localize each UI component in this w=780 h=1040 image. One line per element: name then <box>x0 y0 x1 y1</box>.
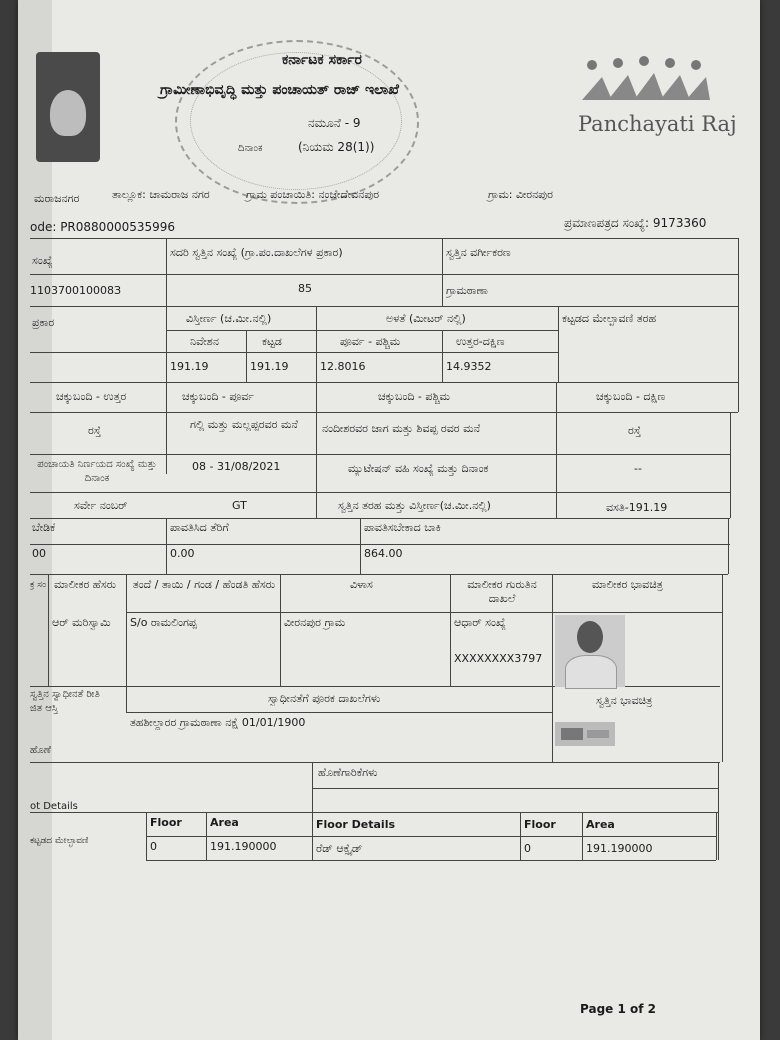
owner-id-label: ಆಧಾರ್ ಸಂಖ್ಯೆ <box>454 616 506 629</box>
resolution-label: ಪಂಚಾಯತಿ ನಿರ್ಣಯದ ಸಂಖ್ಯೆ ಮತ್ತು ದಿನಾಂಕ <box>37 459 157 484</box>
roof-details-label: ಕಟ್ಟಡದ ಮೇಲ್ಛಾವಣಿ <box>30 836 89 846</box>
plot-details-label: ot Details <box>30 801 78 812</box>
survey-value: GT <box>232 499 247 512</box>
liabilities-left-label: ಹೊಣೆ <box>30 745 51 756</box>
acquisition-label: ಸ್ವತ್ತಿನ ಸ್ವಾಧೀನತೆ ರೀತಿ <box>30 689 100 700</box>
government-title: ಕರ್ನಾಟಕ ಸರ್ಕಾರ <box>282 52 362 68</box>
area-header-1: Area <box>210 816 239 829</box>
mutation-value: -- <box>634 462 642 475</box>
survey-label: ಸರ್ವೇ ನಂಬರ್ <box>74 499 128 512</box>
boundary-east-value: ಗಲ್ಲಿ ಮತ್ತು ಮಲ್ಲಪ್ಪರವರ ಮನೆ <box>190 418 298 431</box>
parent-name-header: ತಂದೆ / ತಾಯಿ / ಗಂಡ / ಹೆಂಡತಿ ಹೆಸರು <box>132 578 276 591</box>
property-type-value: ವಸತಿ-191.19 <box>606 501 668 514</box>
owner-photo-header: ಮಾಲೀಕರ ಭಾವಚಿತ್ರ <box>592 578 663 591</box>
floor-value-2: 0 <box>524 842 531 855</box>
property-photo-label: ಸ್ವತ್ತಿನ ಭಾವಚಿತ್ರ <box>596 694 653 707</box>
gram-panchayat-name: ಗ್ರಾಮ ಪಂಚಾಯಿತಿ: ನಂಜೇದೇವನಪುರ <box>246 188 380 201</box>
area-value-2: 191.190000 <box>586 842 653 855</box>
owner-name-header: ಮಾಲೀಕರ ಹೆಸರು <box>54 578 117 591</box>
boundary-north-header: ಚಕ್ಕುಬಂದಿ - ಉತ್ತರ <box>56 390 127 403</box>
site-header: ನಿವೇಶನ <box>190 335 219 348</box>
floor-details-header: Floor Details <box>316 818 396 831</box>
official-seal-inner <box>190 52 402 190</box>
owner-id-header: ಮಾಲೀಕರ ಗುರುತಿನ ದಾಖಲೆ <box>467 578 537 605</box>
parent-name-value: S/o ರಾಮಲಿಂಗಪ್ಪ <box>130 616 197 629</box>
owner-id-value: XXXXXXXX3797 <box>454 652 543 665</box>
owner-photo <box>555 615 625 687</box>
building-area-value: 191.19 <box>250 360 289 373</box>
rule-number: (ನಿಯಮ 28(1)) <box>298 140 375 154</box>
supporting-docs-value: ತಹಶೀಲ್ದಾರರ ಗ್ರಾಮಠಾಣಾ ನಕ್ಷೆ 01/01/1900 <box>130 716 306 729</box>
north-south-value: 14.9352 <box>446 360 492 373</box>
measurement-header: ಅಳತೆ (ಮೀಟರ್ ನಲ್ಲಿ) <box>386 312 466 325</box>
classification-header: ಸ್ವತ್ತಿನ ವರ್ಗೀಕರಣ <box>446 246 511 259</box>
tax-paid-value: 0.00 <box>170 547 195 560</box>
area-header-2: Area <box>586 818 615 831</box>
east-west-header: ಪೂರ್ವ - ಪಶ್ಚಿಮ <box>340 335 401 348</box>
date-label: ದಿನಾಂಕ <box>238 143 263 154</box>
boundary-west-value: ನಂದೀಶರವರ ಜಾಗ ಮತ್ತು ಶಿವಪ್ಪ ರವರ ಮನೆ <box>322 422 481 435</box>
floor-header-1: Floor <box>150 816 182 829</box>
north-south-header: ಉತ್ತರ-ದಕ್ಷಿಣ <box>456 335 505 348</box>
boundary-south-header: ಚಕ್ಕುಬಂದಿ - ದಕ್ಷಿಣ <box>596 390 666 403</box>
property-number-value: 85 <box>298 282 312 295</box>
type-header: ಪ್ರಕಾರ <box>32 316 55 329</box>
taluk-name: ತಾಲ್ಲೂಕ: ಚಾಮರಾಜ ನಗರ <box>112 188 210 201</box>
boundary-south-value: ರಸ್ತೆ <box>628 424 642 437</box>
certificate-number: ಪ್ರಮಾಣಪತ್ರದ ಸಂಖ್ಯೆ: 9173360 <box>564 216 707 230</box>
building-header: ಕಟ್ಟಡ <box>262 335 282 348</box>
supporting-docs-label: ಸ್ವಾಧೀನತೆಗೆ ಪೂರಕ ದಾಖಲೆಗಳು <box>268 692 381 705</box>
acquisition-type: ಜಿತ ಆಸ್ತಿ <box>30 703 58 714</box>
number-header: ಸಂಖ್ಯೆ <box>32 254 53 267</box>
resolution-value: 08 - 31/08/2021 <box>192 460 281 473</box>
floor-header-2: Floor <box>524 818 556 831</box>
property-id-value: 110370010008З <box>30 284 122 297</box>
property-number-header: ಸದರಿ ಸ್ವತ್ತಿನ ಸಂಖ್ಯೆ (ಗ್ರಾ.ಪಂ.ದಾಖಲೆಗಳ ಪ್ರಕಾರ) <box>170 246 343 259</box>
area-header: ವಿಸ್ತೀರ್ಣ (ಚ.ಮೀ.ನಲ್ಲಿ) <box>186 312 272 325</box>
address-value: ವೀರನಪುರ ಗ್ರಾಮ <box>284 616 346 629</box>
roof-style-header: ಕಟ್ಟಡದ ಮೇಲ್ಛಾವಣಿ ತರಹ <box>562 312 657 325</box>
property-type-label: ಸ್ವತ್ತಿನ ತರಹ ಮತ್ತು ವಿಸ್ತೀರ್ಣ(ಚ.ಮೀ.ನಲ್ಲಿ) <box>338 499 491 512</box>
property-photo-thumbnail <box>555 718 615 748</box>
balance-value: 864.00 <box>364 547 403 560</box>
panchayati-raj-logo-icon <box>578 55 710 105</box>
classification-value: ಗ್ರಾಮಠಾಣಾ <box>446 284 488 297</box>
demand-value: 00 <box>32 547 46 560</box>
boundary-north-value: ರಸ್ತೆ <box>88 424 102 437</box>
balance-header: ಪಾವತಿಸಬೇಕಾದ ಬಾಕಿ <box>364 521 441 534</box>
district-name: ಮರಾಜನಗರ <box>34 192 80 205</box>
form-number: ನಮೂನೆ - 9 <box>308 116 361 130</box>
floor-details-value: ರೆಡ್ ಆಕ್ಸೈಡ್ <box>316 842 363 855</box>
tax-paid-header: ಪಾವತಿಸಿದ ತೆರಿಗೆ <box>170 521 229 534</box>
address-header: ವಿಳಾಸ <box>350 578 373 591</box>
site-area-value: 191.19 <box>170 360 209 373</box>
east-west-value: 12.8016 <box>320 360 366 373</box>
state-emblem-icon <box>36 52 100 162</box>
boundary-west-header: ಚಕ್ಕುಬಂದಿ - ಪಶ್ಚಿಮ <box>378 390 451 403</box>
boundary-east-header: ಚಕ್ಕುಬಂದಿ - ಪೂರ್ವ <box>182 390 255 403</box>
logo-text: Panchayati Raj <box>578 112 737 136</box>
liabilities-label: ಹೊಣೆಗಾರಿಕೆಗಳು <box>318 766 378 779</box>
area-value-1: 191.190000 <box>210 840 277 853</box>
village-name: ಗ್ರಾಮ: ವೀರನಪುರ <box>488 188 553 201</box>
page-number: Page 1 of 2 <box>580 1002 656 1016</box>
serial-header: ಕ್ರ ಸಂ <box>30 580 47 590</box>
owner-name-value: ಆರ್ ಮರಿಸ್ವಾಮಿ <box>52 616 111 629</box>
mutation-label: ಮ್ಯುಟೇಷನ್ ವಹಿ ಸಂಖ್ಯೆ ಮತ್ತು ದಿನಾಂಕ <box>348 462 489 475</box>
department-title: ಗ್ರಾಮೀಣಾಭಿವೃದ್ಧಿ ಮತ್ತು ಪಂಚಾಯತ್ ರಾಜ್ ಇಲಾಖೆ <box>160 82 399 98</box>
floor-value-1: 0 <box>150 840 157 853</box>
property-code: ode: PR0880000535996 <box>30 220 176 234</box>
demand-header: ಬೇಡಿಕೆ <box>32 521 56 534</box>
